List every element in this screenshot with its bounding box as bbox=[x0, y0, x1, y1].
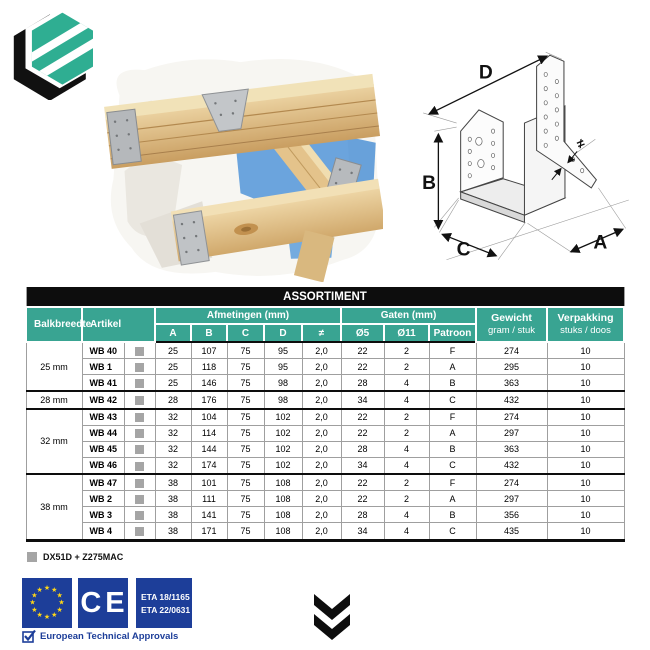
eta-badge bbox=[136, 578, 192, 628]
value-cell-b: 104 bbox=[191, 409, 227, 426]
value-cell-a: 38 bbox=[155, 474, 191, 491]
artikel-cell: WB 40 bbox=[82, 342, 124, 359]
value-cell-a: 32 bbox=[155, 425, 191, 441]
value-cell-c: 75 bbox=[227, 409, 264, 426]
value-cell-b: 174 bbox=[191, 457, 227, 474]
value-cell-verpakking: 10 bbox=[547, 342, 624, 359]
steel-grade-marker-icon bbox=[135, 396, 144, 405]
steel-grade-marker-icon bbox=[135, 495, 144, 504]
artikel-cell: WB 43 bbox=[82, 409, 124, 426]
steel-grade-marker-icon bbox=[135, 511, 144, 520]
dimension-label-b: B bbox=[422, 172, 437, 194]
value-cell-thickness: 2,0 bbox=[302, 457, 341, 474]
value-cell-gewicht: 432 bbox=[476, 457, 547, 474]
steel-grade-marker-icon bbox=[135, 347, 144, 356]
value-cell-o11: 4 bbox=[384, 507, 429, 523]
value-cell-a: 32 bbox=[155, 457, 191, 474]
table-row bbox=[26, 359, 624, 375]
col-header-patroon: Patroon bbox=[429, 324, 476, 342]
artikel-cell: WB 1 bbox=[82, 359, 124, 375]
value-cell-o11: 4 bbox=[384, 441, 429, 457]
value-cell-verpakking: 10 bbox=[547, 359, 624, 375]
value-cell-a: 38 bbox=[155, 523, 191, 540]
value-cell-c: 75 bbox=[227, 474, 264, 491]
assortiment-sheet bbox=[25, 287, 625, 542]
value-cell-b: 176 bbox=[191, 391, 227, 408]
artikel-cell: WB 46 bbox=[82, 457, 124, 474]
value-cell-thickness: 2,0 bbox=[302, 491, 341, 507]
gewicht-title: Gewicht bbox=[491, 312, 532, 324]
col-group-afmetingen: Afmetingen (mm) bbox=[155, 307, 341, 324]
value-cell-verpakking: 10 bbox=[547, 409, 624, 426]
artikel-cell: WB 44 bbox=[82, 425, 124, 441]
table-title-row bbox=[26, 287, 624, 307]
value-cell-gewicht: 435 bbox=[476, 523, 547, 540]
value-cell-a: 38 bbox=[155, 507, 191, 523]
table-row bbox=[26, 409, 624, 426]
marker-cell bbox=[124, 391, 155, 408]
ce-mark-text: CE bbox=[80, 586, 129, 619]
col-header-c: C bbox=[227, 324, 264, 342]
table-row bbox=[26, 375, 624, 392]
balkbreedte-cell: 25 mm bbox=[26, 342, 82, 391]
assortiment-table-body bbox=[26, 342, 624, 540]
svg-text:★: ★ bbox=[56, 592, 63, 600]
marker-cell bbox=[124, 474, 155, 491]
value-cell-verpakking: 10 bbox=[547, 523, 624, 540]
svg-text:★: ★ bbox=[43, 585, 51, 592]
dimension-label-a: A bbox=[593, 232, 608, 254]
steel-grade-marker-icon bbox=[135, 479, 144, 488]
value-cell-b: 171 bbox=[191, 523, 227, 540]
value-cell-thickness: 2,0 bbox=[302, 425, 341, 441]
value-cell-b: 111 bbox=[191, 491, 227, 507]
value-cell-verpakking: 10 bbox=[547, 441, 624, 457]
marker-cell bbox=[124, 359, 155, 375]
value-cell-d: 108 bbox=[264, 491, 302, 507]
steel-grade-marker-icon bbox=[135, 363, 144, 372]
european-technical-approvals bbox=[22, 629, 178, 643]
value-cell-gewicht: 274 bbox=[476, 474, 547, 491]
table-row bbox=[26, 507, 624, 523]
value-cell-o11: 2 bbox=[384, 425, 429, 441]
value-cell-o11: 2 bbox=[384, 359, 429, 375]
value-cell-verpakking: 10 bbox=[547, 375, 624, 392]
marker-cell bbox=[124, 457, 155, 474]
value-cell-o5: 34 bbox=[341, 391, 384, 408]
value-cell-c: 75 bbox=[227, 441, 264, 457]
artikel-cell: WB 42 bbox=[82, 391, 124, 408]
value-cell-gewicht: 363 bbox=[476, 375, 547, 392]
gewicht-subtitle: gram / stuk bbox=[488, 325, 535, 336]
steel-grade-footnote bbox=[27, 552, 123, 562]
value-cell-o11: 2 bbox=[384, 491, 429, 507]
value-cell-verpakking: 10 bbox=[547, 507, 624, 523]
joist-hanger-bracket bbox=[107, 109, 141, 165]
value-cell-thickness: 2,0 bbox=[302, 409, 341, 426]
value-cell-b: 114 bbox=[191, 425, 227, 441]
value-cell-verpakking: 10 bbox=[547, 491, 624, 507]
marker-cell bbox=[124, 425, 155, 441]
table-row bbox=[26, 441, 624, 457]
steel-grade-marker-icon bbox=[135, 445, 144, 454]
table-row bbox=[26, 457, 624, 474]
artikel-cell: WB 2 bbox=[82, 491, 124, 507]
steel-grade-marker-icon bbox=[135, 527, 144, 536]
steel-grade-marker-icon bbox=[135, 462, 144, 471]
technical-drawing-joist-hanger bbox=[408, 50, 648, 268]
dimension-label-d: D bbox=[478, 62, 493, 84]
svg-text:★: ★ bbox=[31, 592, 38, 600]
col-header-artikel: Artikel bbox=[82, 307, 155, 342]
value-cell-c: 75 bbox=[227, 457, 264, 474]
value-cell-o11: 2 bbox=[384, 342, 429, 359]
application-photo-joist-hangers bbox=[88, 50, 383, 282]
value-cell-b: 144 bbox=[191, 441, 227, 457]
table-row bbox=[26, 391, 624, 408]
value-cell-patroon: F bbox=[429, 474, 476, 491]
value-cell-patroon: C bbox=[429, 457, 476, 474]
col-header-balkbreedte: Balkbreedte bbox=[26, 307, 82, 342]
value-cell-patroon: B bbox=[429, 375, 476, 392]
assortiment-table bbox=[25, 287, 625, 542]
value-cell-gewicht: 363 bbox=[476, 441, 547, 457]
value-cell-c: 75 bbox=[227, 375, 264, 392]
value-cell-b: 141 bbox=[191, 507, 227, 523]
svg-text:★: ★ bbox=[51, 612, 58, 620]
marker-cell bbox=[124, 409, 155, 426]
artikel-cell: WB 4 bbox=[82, 523, 124, 540]
value-cell-d: 102 bbox=[264, 457, 302, 474]
value-cell-patroon: B bbox=[429, 441, 476, 457]
value-cell-thickness: 2,0 bbox=[302, 474, 341, 491]
col-header-verpakking bbox=[547, 307, 624, 342]
col-header-d: D bbox=[264, 324, 302, 342]
value-cell-b: 118 bbox=[191, 359, 227, 375]
thickness-symbol: ≠ bbox=[574, 135, 587, 152]
value-cell-o11: 2 bbox=[384, 474, 429, 491]
value-cell-d: 108 bbox=[264, 474, 302, 491]
value-cell-d: 98 bbox=[264, 375, 302, 392]
value-cell-patroon: A bbox=[429, 491, 476, 507]
table-row bbox=[26, 474, 624, 491]
dimension-label-c: C bbox=[456, 239, 471, 261]
value-cell-o11: 2 bbox=[384, 409, 429, 426]
value-cell-c: 75 bbox=[227, 507, 264, 523]
checkmark-icon bbox=[22, 629, 36, 643]
col-header-a: A bbox=[155, 324, 191, 342]
steel-grade-marker-icon bbox=[135, 413, 144, 422]
value-cell-d: 95 bbox=[264, 342, 302, 359]
col-header-o11: Ø11 bbox=[384, 324, 429, 342]
value-cell-gewicht: 297 bbox=[476, 425, 547, 441]
value-cell-d: 98 bbox=[264, 391, 302, 408]
value-cell-b: 107 bbox=[191, 342, 227, 359]
value-cell-gewicht: 297 bbox=[476, 491, 547, 507]
value-cell-b: 101 bbox=[191, 474, 227, 491]
value-cell-a: 38 bbox=[155, 491, 191, 507]
value-cell-o11: 4 bbox=[384, 457, 429, 474]
marker-cell bbox=[124, 342, 155, 359]
value-cell-thickness: 2,0 bbox=[302, 391, 341, 408]
value-cell-thickness: 2,0 bbox=[302, 359, 341, 375]
value-cell-thickness: 2,0 bbox=[302, 523, 341, 540]
eu-flag-badge bbox=[22, 578, 72, 628]
table-row bbox=[26, 491, 624, 507]
value-cell-c: 75 bbox=[227, 523, 264, 540]
ce-mark-badge bbox=[78, 578, 128, 628]
svg-text:★: ★ bbox=[36, 612, 43, 620]
svg-text:★: ★ bbox=[58, 599, 65, 607]
steel-grade-text: DX51D + Z275MAC bbox=[43, 552, 124, 562]
steel-grade-marker-icon bbox=[27, 552, 37, 562]
value-cell-o5: 28 bbox=[341, 507, 384, 523]
svg-text:★: ★ bbox=[56, 606, 63, 614]
value-cell-o11: 4 bbox=[384, 375, 429, 392]
balkbreedte-cell: 38 mm bbox=[26, 474, 82, 540]
col-header-thickness: ≠ bbox=[302, 324, 341, 342]
svg-text:★: ★ bbox=[43, 614, 51, 621]
value-cell-gewicht: 274 bbox=[476, 409, 547, 426]
svg-text:★: ★ bbox=[36, 586, 43, 594]
value-cell-o5: 28 bbox=[341, 375, 384, 392]
value-cell-patroon: F bbox=[429, 342, 476, 359]
artikel-cell: WB 45 bbox=[82, 441, 124, 457]
eta-line-2: ETA 22/0631 bbox=[141, 604, 191, 615]
balkbreedte-cell: 32 mm bbox=[26, 409, 82, 475]
value-cell-a: 32 bbox=[155, 441, 191, 457]
value-cell-o5: 28 bbox=[341, 441, 384, 457]
value-cell-d: 108 bbox=[264, 507, 302, 523]
value-cell-thickness: 2,0 bbox=[302, 441, 341, 457]
col-group-gaten: Gaten (mm) bbox=[341, 307, 476, 324]
value-cell-thickness: 2,0 bbox=[302, 375, 341, 392]
value-cell-o5: 22 bbox=[341, 342, 384, 359]
value-cell-c: 75 bbox=[227, 425, 264, 441]
table-row bbox=[26, 425, 624, 441]
value-cell-patroon: C bbox=[429, 523, 476, 540]
double-chevron-down-icon bbox=[312, 592, 352, 642]
svg-text:★: ★ bbox=[31, 606, 38, 614]
value-cell-d: 102 bbox=[264, 425, 302, 441]
value-cell-d: 95 bbox=[264, 359, 302, 375]
value-cell-a: 32 bbox=[155, 409, 191, 426]
value-cell-patroon: A bbox=[429, 425, 476, 441]
artikel-cell: WB 47 bbox=[82, 474, 124, 491]
value-cell-verpakking: 10 bbox=[547, 474, 624, 491]
value-cell-patroon: B bbox=[429, 507, 476, 523]
value-cell-o11: 4 bbox=[384, 391, 429, 408]
value-cell-verpakking: 10 bbox=[547, 391, 624, 408]
value-cell-a: 25 bbox=[155, 342, 191, 359]
value-cell-patroon: C bbox=[429, 391, 476, 408]
value-cell-verpakking: 10 bbox=[547, 425, 624, 441]
verpakking-title: Verpakking bbox=[557, 312, 614, 324]
balkbreedte-cell: 28 mm bbox=[26, 391, 82, 408]
marker-cell bbox=[124, 523, 155, 540]
artikel-cell: WB 3 bbox=[82, 507, 124, 523]
value-cell-o5: 22 bbox=[341, 409, 384, 426]
value-cell-thickness: 2,0 bbox=[302, 342, 341, 359]
marker-cell bbox=[124, 441, 155, 457]
value-cell-o5: 22 bbox=[341, 425, 384, 441]
table-group-header-row bbox=[26, 307, 624, 324]
value-cell-patroon: A bbox=[429, 359, 476, 375]
value-cell-d: 102 bbox=[264, 409, 302, 426]
marker-cell bbox=[124, 491, 155, 507]
value-cell-o5: 22 bbox=[341, 359, 384, 375]
value-cell-o11: 4 bbox=[384, 523, 429, 540]
verpakking-subtitle: stuks / doos bbox=[560, 325, 611, 336]
value-cell-verpakking: 10 bbox=[547, 457, 624, 474]
value-cell-thickness: 2,0 bbox=[302, 507, 341, 523]
col-header-gewicht bbox=[476, 307, 547, 342]
svg-text:★: ★ bbox=[29, 599, 36, 607]
steel-grade-marker-icon bbox=[135, 379, 144, 388]
value-cell-o5: 34 bbox=[341, 457, 384, 474]
value-cell-c: 75 bbox=[227, 342, 264, 359]
value-cell-d: 108 bbox=[264, 523, 302, 540]
value-cell-o5: 22 bbox=[341, 474, 384, 491]
table-title: ASSORTIMENT bbox=[26, 287, 624, 307]
value-cell-o5: 34 bbox=[341, 523, 384, 540]
steel-grade-marker-icon bbox=[135, 429, 144, 438]
value-cell-o5: 22 bbox=[341, 491, 384, 507]
table-row bbox=[26, 523, 624, 540]
value-cell-c: 75 bbox=[227, 491, 264, 507]
eta-line-1: ETA 18/1165 bbox=[141, 591, 190, 602]
value-cell-gewicht: 356 bbox=[476, 507, 547, 523]
value-cell-a: 25 bbox=[155, 359, 191, 375]
table-row bbox=[26, 342, 624, 359]
col-header-b: B bbox=[191, 324, 227, 342]
value-cell-gewicht: 432 bbox=[476, 391, 547, 408]
value-cell-a: 25 bbox=[155, 375, 191, 392]
value-cell-a: 28 bbox=[155, 391, 191, 408]
value-cell-b: 146 bbox=[191, 375, 227, 392]
marker-cell bbox=[124, 375, 155, 392]
value-cell-d: 102 bbox=[264, 441, 302, 457]
value-cell-gewicht: 295 bbox=[476, 359, 547, 375]
marker-cell bbox=[124, 507, 155, 523]
value-cell-patroon: F bbox=[429, 409, 476, 426]
artikel-cell: WB 41 bbox=[82, 375, 124, 392]
value-cell-c: 75 bbox=[227, 391, 264, 408]
col-header-o5: Ø5 bbox=[341, 324, 384, 342]
svg-text:★: ★ bbox=[51, 586, 58, 594]
value-cell-gewicht: 274 bbox=[476, 342, 547, 359]
approvals-text: European Technical Approvals bbox=[40, 630, 179, 642]
value-cell-c: 75 bbox=[227, 359, 264, 375]
